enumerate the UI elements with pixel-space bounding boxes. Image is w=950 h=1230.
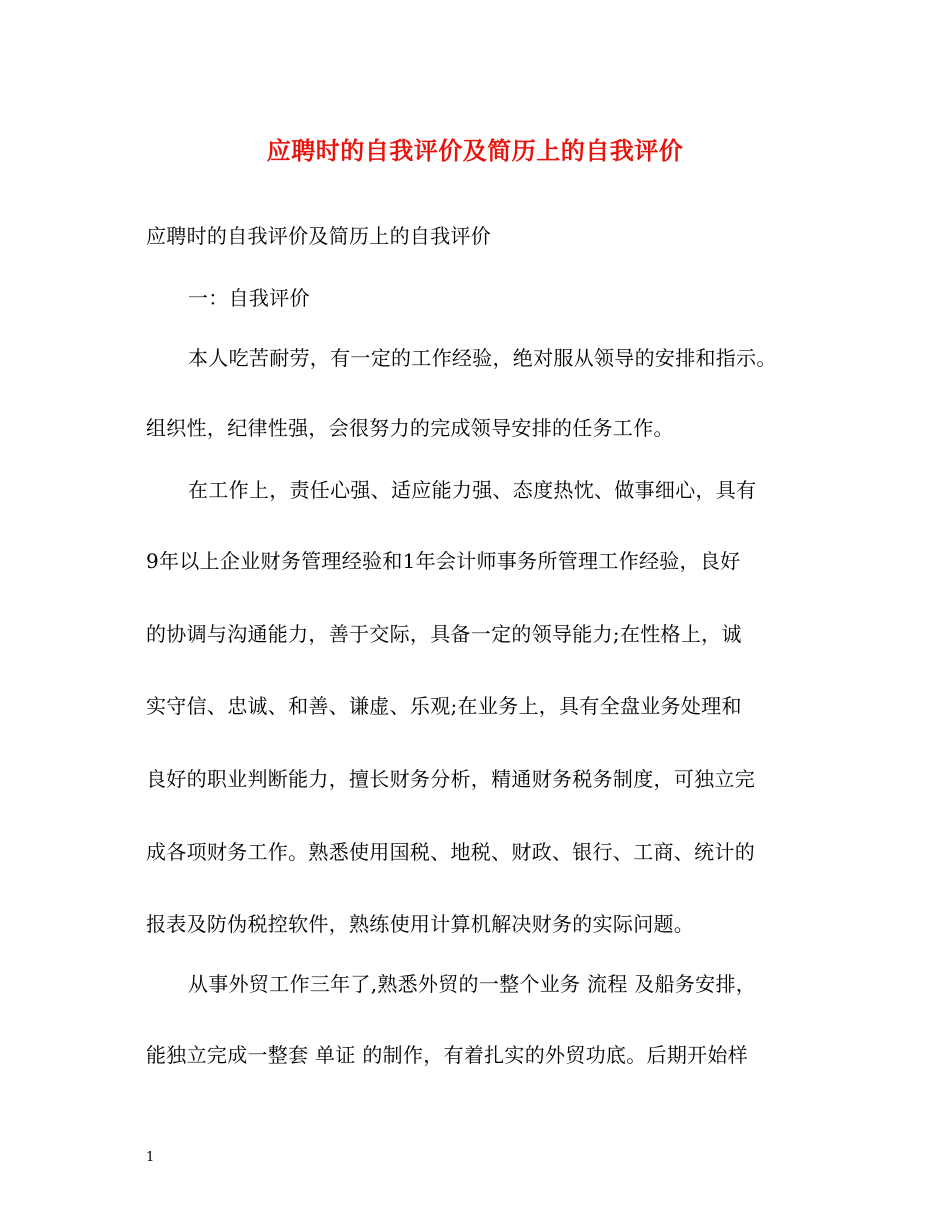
body-line-3: 在工作上，责任心强、适应能力强、态度热忱、做事细心，具有 (188, 478, 757, 502)
body-line-2: 组织性，纪律性强，会很努力的完成领导安排的任务工作。 (146, 416, 674, 440)
body-line-8: 成各项财务工作。熟悉使用国税、地税、财政、银行、工商、统计的 (146, 840, 755, 864)
body-line-5: 的协调与沟通能力，善于交际，具备一定的领导能力;在性格上，诚 (146, 622, 742, 646)
document-title: 应聘时的自我评价及简历上的自我评价 (266, 136, 684, 165)
body-line-1: 本人吃苦耐劳，有一定的工作经验，绝对服从领导的安排和指示。 (188, 346, 777, 370)
document-subtitle: 应聘时的自我评价及简历上的自我评价 (146, 224, 492, 248)
body-line-6: 实守信、忠诚、和善、谦虚、乐观;在业务上，具有全盘业务处理和 (146, 694, 742, 718)
body-line-10: 从事外贸工作三年了,熟悉外贸的一整个业务 流程 及船务安排， (188, 972, 757, 996)
section-heading: 一：自我评价 (188, 286, 310, 310)
page-number: 1 (146, 1150, 155, 1165)
body-line-4: 9年以上企业财务管理经验和1年会计师事务所管理工作经验，良好 (146, 549, 741, 573)
body-line-9: 报表及防伪税控软件，熟练使用计算机解决财务的实际问题。 (146, 912, 695, 936)
body-line-7: 良好的职业判断能力，擅长财务分析，精通财务税务制度，可独立完 (146, 767, 755, 791)
body-line-11: 能独立完成一整套 单证 的制作，有着扎实的外贸功底。后期开始样 (146, 1043, 749, 1067)
